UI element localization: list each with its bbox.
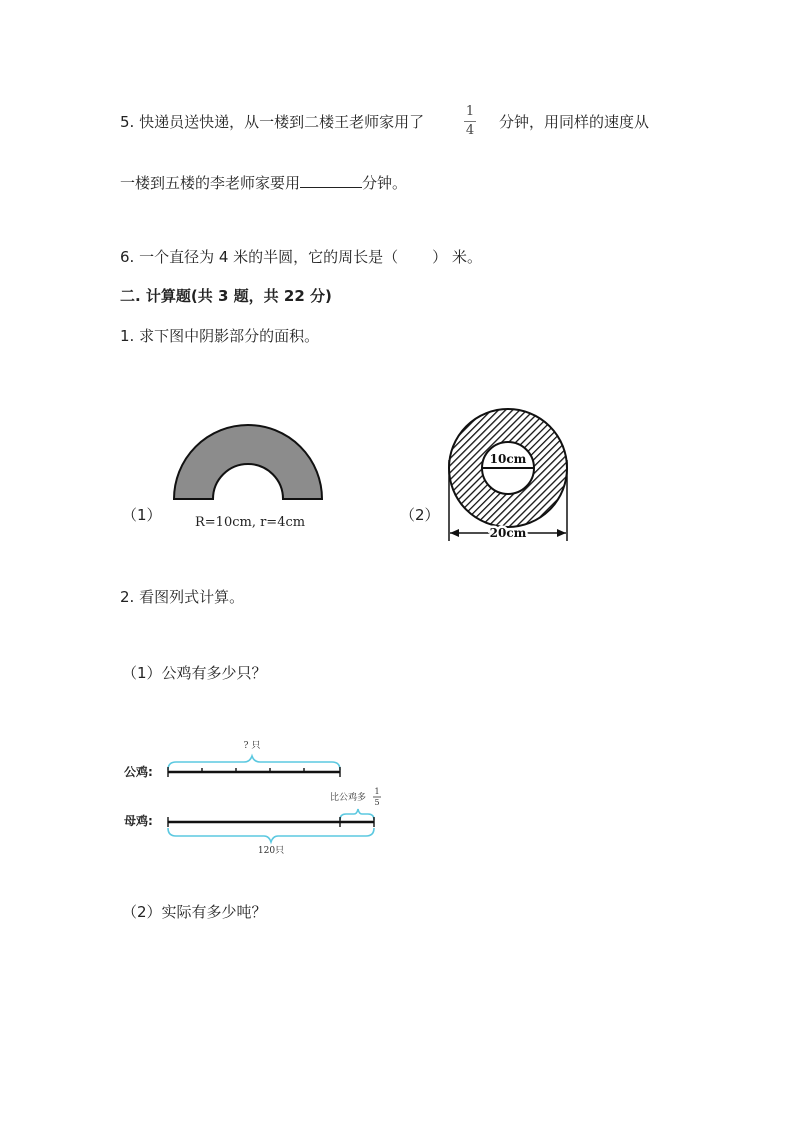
c2-sub1: （1）公鸡有多少只？ [122,664,267,682]
q5-line2 [120,173,407,192]
q5-line1-text: 5. 快递员送快递，从一楼到二楼王老师家用了 [120,113,425,131]
more-frac-den: 5 [374,798,380,807]
q5-line2-end: 分钟。 [362,174,408,192]
q5-line2-text: 一楼到五楼的李老师家要用 [120,174,301,192]
arrow-right [557,529,566,537]
annulus-figure [440,404,580,544]
c1-prompt: 1. 求下图中阴影部分的面积。 [120,327,320,345]
fig2-label: （2） [400,506,440,524]
q5-line1-end: 分钟，用同样的速度从 [499,113,650,131]
hen-label: 母鸡: [124,814,153,828]
fraction-denominator: 4 [465,123,475,138]
total-brace [168,828,374,842]
more-frac-num: 1 [374,787,380,796]
semicircle-ring-figure [170,420,326,502]
outer-dimension-label: 20cm [489,526,527,540]
total-label: 120只 [257,846,285,856]
inner-diameter-label: 10cm [489,452,527,466]
fraction-numerator: 1 [465,104,475,119]
semicircle-ring-shaded [174,425,322,499]
more-brace [340,809,374,820]
fig1-label: （1） [122,506,162,524]
section-heading: 二. 计算题(共 3 题，共 22 分) [120,287,332,305]
question-brace [168,756,340,770]
segment-diagram [124,736,394,856]
rooster-label: 公鸡: [124,765,153,779]
arrow-left [450,529,459,537]
question-label: ? 只 [243,741,261,751]
fig1-caption: R=10cm, r=4cm [195,515,306,530]
q6-part2: ） 米。 [432,248,482,266]
c2-sub2: （2）实际有多少吨？ [122,903,267,921]
more-text: 比公鸡多 [330,793,367,803]
answer-blank[interactable] [300,173,362,188]
fraction-bar [464,121,476,122]
c2-prompt: 2. 看图列式计算。 [120,588,245,606]
q6-text [120,248,482,266]
q6-part1: 6. 一个直径为 4 米的半圆，它的周长是（ [120,248,399,266]
